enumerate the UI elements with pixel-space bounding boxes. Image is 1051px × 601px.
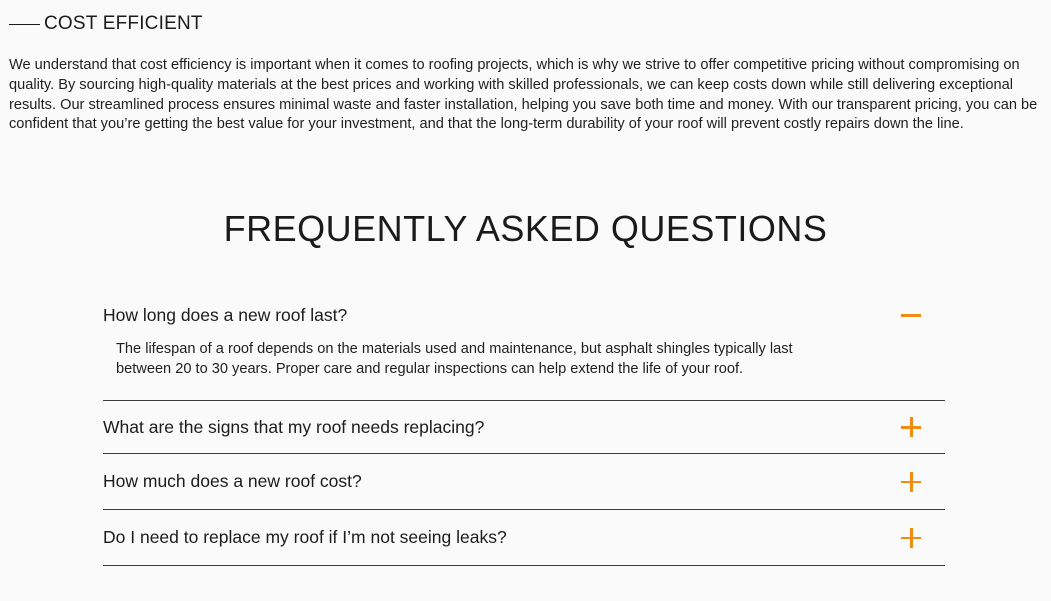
plus-icon[interactable] — [901, 471, 923, 493]
faq-item — [103, 401, 945, 454]
section-heading — [9, 12, 203, 36]
faq-question[interactable]: Do I need to replace my roof if I’m not seeing leaks? — [103, 527, 507, 547]
faq-question[interactable]: What are the signs that my roof needs replacing? — [103, 416, 485, 437]
plus-icon[interactable] — [901, 416, 923, 438]
faq-heading: FREQUENTLY ASKED QUESTIONS — [223, 208, 828, 249]
plus-icon[interactable] — [901, 527, 923, 549]
faq-item — [103, 510, 945, 566]
faq-question[interactable]: How long does a new roof last? — [103, 304, 348, 325]
faq-header[interactable] — [103, 454, 945, 509]
faq-header[interactable] — [103, 401, 945, 453]
faq-list — [103, 290, 945, 566]
faq-answer: The lifespan of a roof depends on the materials used and maintenance, but asphalt shingles typically last between 20 to 30 years. Proper care and regular inspections can help extend the life of your roof. — [116, 341, 793, 377]
minus-icon[interactable] — [901, 304, 923, 326]
heading-rule — [9, 24, 40, 25]
faq-question[interactable]: How much does a new roof cost? — [103, 471, 362, 491]
section-title: COST EFFICIENT — [44, 13, 203, 34]
faq-item — [103, 454, 945, 510]
faq-header[interactable] — [103, 290, 945, 340]
faq-item — [103, 290, 945, 401]
faq-header[interactable] — [103, 510, 945, 565]
section-description: We understand that cost efficiency is important when it comes to roofing projects, which is why we strive to offer competitive pricing without compromising on quality. By sourcing high-quality materials at the best prices and working with skilled professionals, we can keep costs down while still delivering exceptional results. Our streamlined process ensures minimal waste and faster installation, helping you save both time and money. With our transparent pricing, you can be confident that you’re getting the best value for your investment, and that the long-term durability of your roof will prevent costly repairs down the line. — [9, 57, 1038, 133]
